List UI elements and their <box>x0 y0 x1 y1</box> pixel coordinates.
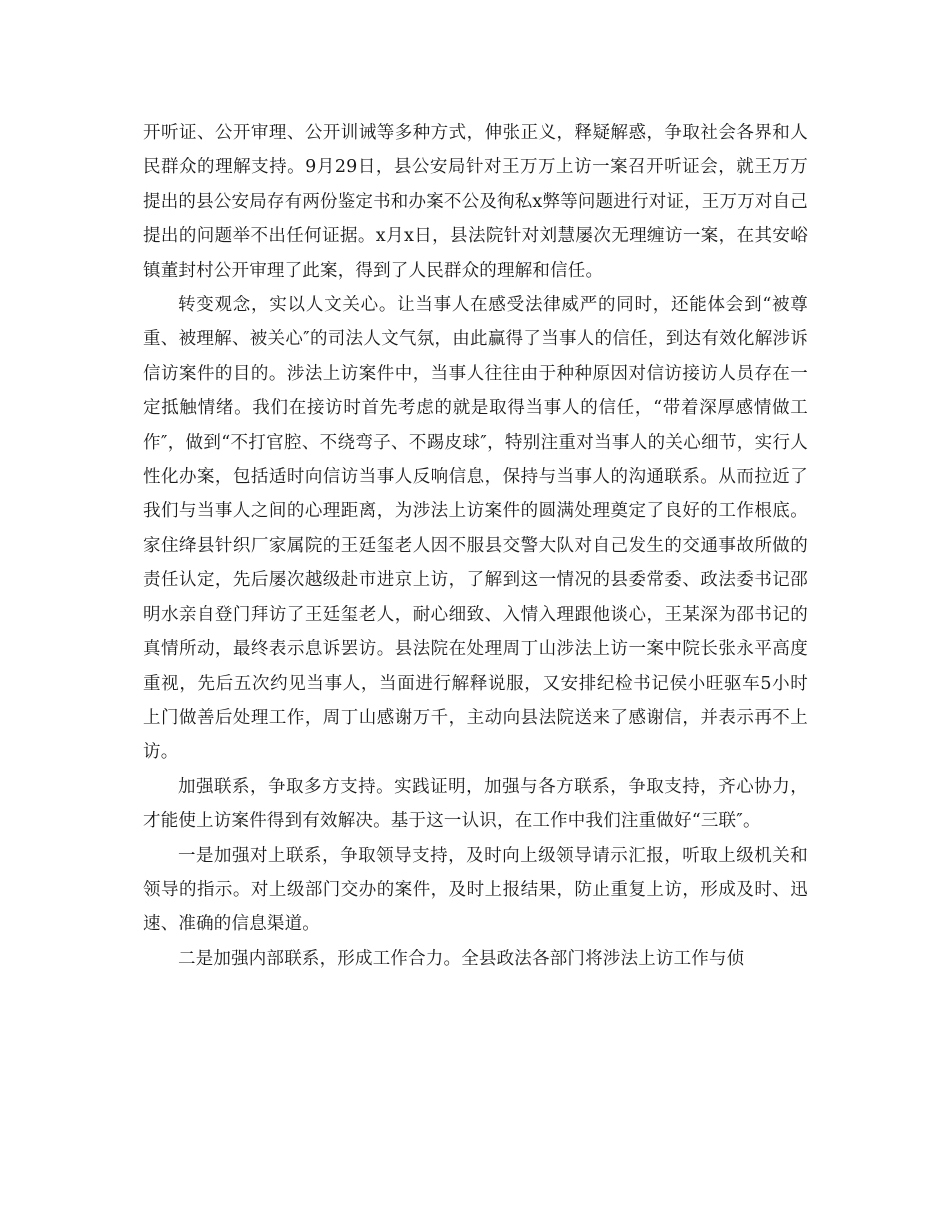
paragraph-1: 开听证、公开审理、公开训诫等多种方式，伸张正义，释疑解惑，争取社会各界和人民群众的理解支持。9月29日，县公安局针对王万万上访一案召开听证会，就王万万提出的县公安局存有两份鉴定书和办案不公及徇私x弊等问题进行对证，王万万对自己提出的问题举不出任何证据。x月x日，县法院针对刘慧屡次无理缠访一案，在其安峪镇董封村公开审理了此案，得到了人民群众的理解和信任。 <box>143 123 808 281</box>
paragraph-5: 二是加强内部联系，形成工作合力。全县政法各部门将涉法上访工作与侦 <box>178 948 745 969</box>
document-body <box>143 116 808 976</box>
paragraph-2: 转变观念，实以人文关心。让当事人在感受法律威严的同时，还能体会到“被尊重、被理解、被关心″的司法人文气氛，由此赢得了当事人的信任，到达有效化解涉诉信访案件的目的。涉法上访案件中，当事人往往由于种种原因对信访接访人员存在一定抵触情绪。我们在接访时首先考虑的就是取得当事人的信任，“带着深厚感情做工作″，做到“不打官腔、不绕弯子、不踢皮球″，特别注重对当事人的关心细节，实行人性化办案，包括适时向信访当事人反响信息，保持与当事人的沟通联系。从而拉近了我们与当事人之间的心理距离，为涉法上访案件的圆满处理奠定了良好的工作根底。家住绛县针织厂家属院的王廷玺老人因不服县交警大队对自己发生的交通事故所做的责任认定，先后屡次越级赴市进京上访，了解到这一情况的县委常委、政法委书记邵明水亲自登门拜访了王廷玺老人，耐心细致、入情入理跟他谈心，王某深为邵书记的真情所动，最终表示息诉罢访。县法院在处理周丁山涉法上访一案中院长张永平高度重视，先后五次约见当事人，当面进行解释说服，又安排纪检书记侯小旺驱车5小时上门做善后处理工作，周丁山感谢万千，主动向县法院送来了感谢信，并表示再不上访。 <box>143 295 808 763</box>
paragraph-3: 加强联系，争取多方支持。实践证明，加强与各方联系，争取支持，齐心协力，才能使上访案件得到有效解决。基于这一认识，在工作中我们注重做好“三联″。 <box>143 776 808 832</box>
paragraph-4: 一是加强对上联系，争取领导支持，及时向上级领导请示汇报，听取上级机关和领导的指示。对上级部门交办的案件，及时上报结果，防止重复上访，形成及时、迅速、准确的信息渠道。 <box>143 845 808 935</box>
